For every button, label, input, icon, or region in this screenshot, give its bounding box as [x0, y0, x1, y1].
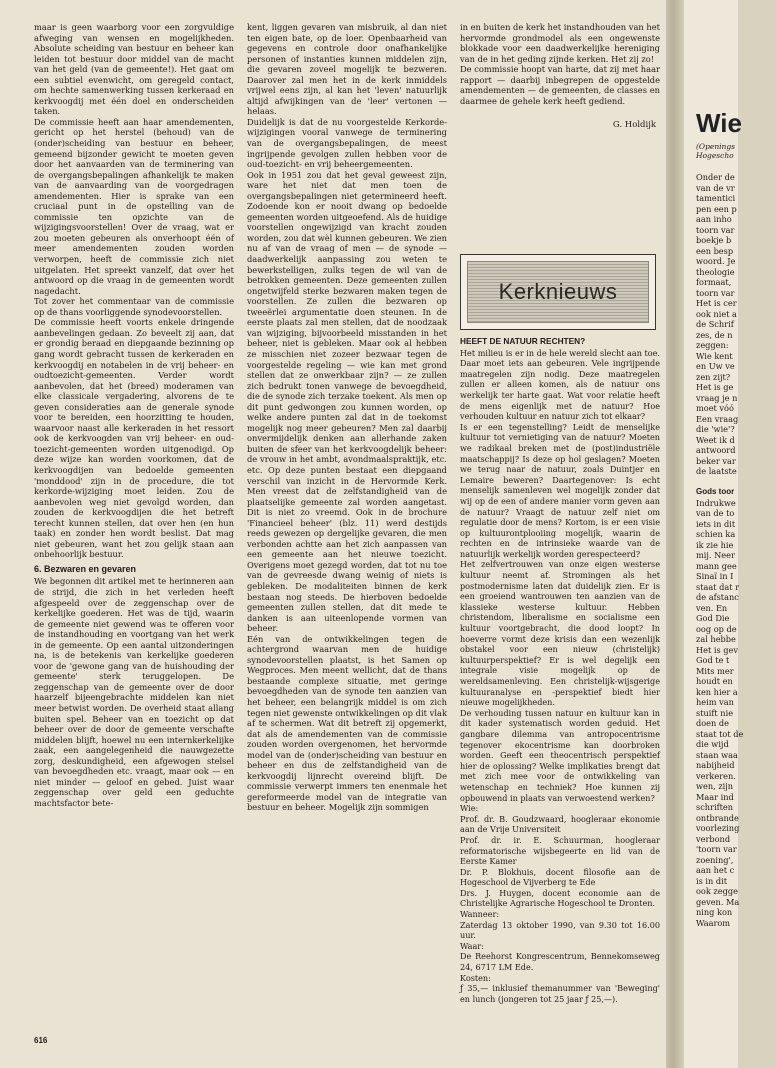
next-page-line: doen de [696, 718, 729, 728]
subtitle-line: (Openings [696, 142, 736, 151]
next-page-line: de afstanc [696, 592, 739, 602]
news-item [460, 336, 660, 1004]
next-page-line: en Uw ve [696, 361, 735, 371]
next-page-line: ven. En [696, 602, 728, 613]
next-page-line: toorn var [696, 287, 735, 298]
next-page-line: oog op de [696, 623, 737, 634]
book-gutter [666, 0, 684, 1068]
next-page-heading: Gods toor [696, 487, 735, 496]
next-page-line: ook zegge [696, 886, 738, 896]
next-page-line: zeggen: [696, 340, 729, 350]
label-kosten: Kosten: [460, 972, 491, 983]
label-wanneer: Wanneer: [460, 909, 500, 920]
next-page-line: schien ka [696, 529, 736, 539]
next-page-line: zoening', [696, 854, 734, 865]
event-date: Zaterdag 13 oktober 1990, van 9.30 tot 16.00 uur. [460, 919, 660, 941]
next-page-line: die 'wie'? [696, 424, 735, 434]
next-page-line: van de to [696, 508, 735, 518]
next-page-line: mij. Neer [696, 550, 735, 560]
next-page-line: 'toorn var [696, 844, 737, 854]
label-waar: Waar: [460, 940, 484, 951]
paragraph: De commissie hoopt van harte, dat zij met haar rapport — daarbij inbegrepen de opgestelde amendementen — de gemeenten, de classes en daarmee de gehele kerk heeft gediend. [460, 64, 660, 106]
next-page-line: God te t [696, 655, 730, 665]
next-page-line: formaat, [696, 277, 732, 287]
news-headline: HEEFT DE NATUUR RECHTEN? [460, 336, 586, 346]
next-page-line: schriften [696, 802, 734, 812]
section-heading: 6. Bezwaren en gevaren [34, 563, 137, 574]
paragraph: Eén van de ontwikkelingen tegen de achtergrond waarvan men de huidige synodevoorstellen plaatst, is het Samen op Wegproces. Men meent wellicht, dat de thans bestaande complexe situatie, met geringe bevoegdheden van de synode ten aanzien van het beheer, een belangrijk middel is om zich tegen niet gewenste ontwikkelingen op dit vlak af te schermen. Wat dit betreft zij opgemerkt, dat als de amendementen van de commissie zouden worden overgenomen, het hervormde model van de (onder)scheiding van bestuur en beheer en dus de zelfstandigheid van de kerkvoogdij lijnrecht overeind blijft. De commissie verwerpt immers ten enenmale het gereformeerde model van de integratie van bestuur en beheer. Mogelijk zijn sommigen [247, 633, 447, 813]
kerknieuws-banner [460, 254, 656, 330]
article-column-3 [460, 22, 660, 131]
next-page-line: zen zijt? [696, 371, 731, 382]
next-page-line: pen een p [696, 203, 737, 214]
next-page-line: Indrukwe [696, 497, 736, 508]
next-page-line: iets in dit [696, 518, 736, 529]
speaker: Prof. dr. B. Goudzwaard, hoogleraar ekonomie aan de Vrije Universiteit [460, 813, 660, 835]
next-page-line: ik zie hie [696, 539, 734, 550]
next-page-line: Weet ik d [696, 434, 735, 445]
next-page-line: vraag je n [696, 392, 738, 403]
speaker: Prof. dr. ir. E. Schuurman, hoogleraar reformatorische wijsbegeerte en lid van de Eerste Kamer [460, 834, 660, 867]
next-page-line: de laatste [696, 466, 737, 476]
next-page-line: voorlezing [696, 823, 740, 833]
paragraph: maar is geen waarborg voor een zorgvuldige afweging van wensen en mogelijkheden. Absolute scheiding van bestuur en beheer kan leiden tot bestuur door middel van de macht van het geld (van de gemeente!). Het gaat om een subtiel evenwicht, om geregeld contact, om hechte samenwerking tussen kerkeraad en kerkvoogdij met één doel en onderscheiden taken. [34, 22, 234, 117]
next-page-edge [684, 0, 744, 1068]
paragraph: Ook in 1951 zou dat het geval geweest zijn, ware het niet dat men toen de overgangsbepalingen niet getermineerd heeft. Zodoende kon er nooit dwang op bedoelde gemeenten worden uitgeoefend. Als de huidige voorstellen ongewijzigd van kracht zouden worden, zou dat wèl kunnen gebeuren. We zien nu af van de vraag of men — de synode — daadwerkelijk aanpassing zou weten te bewerkstelligen, zulks tegen de wil van de betrokken gemeenten. Deze gemeenten zullen ongetwijfeld sterke bezwaren maken tegen de voorstellen. Ze zullen die bezwaren op tweeërlei argumentatie doen steunen. In de eerste plaats zal men stellen, dat de noodzaak van wijziging, bijvoorbeeld misstanden in het beheer, niet is gebleken. Maar ook al hebben ze misschien niet zozeer bezwaar tegen de voorgestelde regeling — wie kan met grond stellen dat ze onwerkbaar zijn? — ze zullen zich bedrukt tonen vanwege de bevoegdheid, die de synode zich terzake toekent. Als men op dit punt gedwongen zou kunnen worden, op welke andere punten zal dat in de toekomst mogelijk nog meer gebeuren? Men zal daarbij onvermijdelijk denken aan allerhande zaken buiten de sfeer van het kerkvoogdelijk beheer: de vrouw in het ambt, avondmaalspraktijk, etc. etc. Op deze punten bestaat een diepgaand verschil van inzicht in de Hervormde Kerk. Men vreest dat de zelfstandigheid van de plaatselijke gemeente zal worden aangetast. Dit is niet zo vreemd. Ook in de brochure 'Financieel beheer' (blz. 11) werd destijds reeds gewezen op dergelijke gevaren, die men verbonden achtte aan het zich aanpassen van een gemeente aan het nieuwe toezicht. Overigens moet gezegd worden, dat tot nu toe van de gevreesde dwang weinig of niets is gebleken. De modaliteiten binnen de kerk bestaan nog steeds. De hierboven bedoelde gemeenten zullen stellen, dat dit mede te danken is aan uiteenlopende vormen van beheer. [247, 169, 447, 634]
next-page-line: zal hebbe [696, 634, 736, 644]
paragraph: in en buiten de kerk het instandhouden van het hervormde grondmodel als een ongewenste blokkade voor een daadwerkelijke hereniging van de in het geding zijnde kerken. Het zij zo! [460, 22, 660, 64]
next-page-line: aan inho [696, 214, 732, 224]
next-page-line: een besp [696, 245, 734, 256]
next-page-line: mann gee [696, 560, 737, 571]
speaker: Dr. P. Blokhuis, docent filosofie aan de Hogeschool de Vijverberg te Ede [460, 866, 660, 888]
next-page-line: ken hier a [696, 686, 738, 697]
author-signature: G. Holdijk [612, 120, 656, 131]
next-page-line: staat dat r [696, 581, 740, 592]
paragraph: De commissie heeft aan haar amendementen, gericht op het herstel (behoud) van de (onder)scheiding van bestuur en beheer, gemeend bijzonder gewicht te moeten geven door het aanvaarden van de terminering van de overgangsbepalingen afhankelijk te maken van de aanvaarding van de voorgedragen amendementen. Hier is sprake van een cruciaal punt in de opstelling van de commissie ten opzichte van de wijzigingsvoorstellen! Over de vraag, wat er zou moeten gebeuren als onverhoopt één of meer amendementen zouden worden verworpen, heeft de commissie zich niet uitgelaten. Het spreekt vanzelf, dat over het antwoord op die vraag in de gemeenten wordt nagedacht. [34, 116, 234, 296]
next-page-line: verkeren. [696, 770, 736, 781]
next-page-line: ontbrande [696, 812, 739, 823]
label-wie: Wie: [460, 803, 479, 814]
paragraph: De verhouding tussen natuur en kultuur kan in dit kader systematisch worden geduid. Het gangbare dilemma van antropocentrisme tegenover ekocentrisme kan doorbroken worden. Geeft een theocentrisch perspektief hier de oplossing? Welke implikaties brengt dat met zich mee voor de ontwikkeling van wetenschap en techniek? Hoe kunnen zij opbouwend in plaats van verwoestend werken? [460, 707, 660, 803]
next-page-line: Het is cer [696, 298, 737, 308]
paragraph: Duidelijk is dat de nu voorgestelde Kerkorde-wijzigingen vooral vanwege de terminering van de overgangsbepalingen, de meest ingrijpende gevolgen zullen hebben voor de oud-toezicht- en vrij beheergemeenten. [247, 116, 447, 170]
next-page-line: Waarom [696, 917, 731, 928]
next-page-line: boekje b [696, 235, 732, 245]
next-page-line: is in dit [696, 875, 728, 886]
next-page-line: heim van [696, 697, 734, 707]
next-page-line: van de vr [696, 182, 735, 193]
next-page-line: de Schrif [696, 319, 734, 329]
banner-title: Kerknieuws [498, 279, 618, 304]
next-page-line: Sinaï in I [696, 571, 734, 581]
paragraph: Het zelfvertrouwen van onze eigen westerse kultuur neemt af. Stromingen als het postmodernisme laten dat duidelijk zien. Er is een groeiend wantrouwen ten aanzien van de klassieke westerse kultuur. Hebben christendom, liberalisme en socialisme een kultuur voortgebracht, die dood loopt? In hoeverre vormt deze krisis dan een wezenlijk obstakel voor een nieuw (christelijk) kultuurperspektief? Er is wel degelijk een integrale visie mogelijk op de wereldsamenleving. Een christelijk-wijsgerige kultuuranalyse en -perspektief biedt hier nieuwe mogelijkheden. [460, 559, 660, 708]
paragraph: kent, liggen gevaren van misbruik, al dan niet ten eigen bate, op de loer. Openbaarheid van gegevens en controle door onafhankelijke personen of instanties kunnen middelen zijn, die gevaren zoveel mogelijk te bezweren. Daarover zal men het in de kerk inmiddels vrijwel eens zijn, al kan het 'leven' natuurlijk altijd afwijkingen van de 'leer' vertonen — helaas. [247, 22, 447, 117]
next-page-line: Het is ge [696, 382, 734, 392]
next-page-line: staan waa [696, 749, 738, 760]
event-cost: ƒ 35,— inklusief themanummer van 'Beweging' en lunch (jongeren tot 25 jaar ƒ 25,—). [460, 983, 660, 1004]
next-page-line: Maar ind [696, 791, 734, 802]
article-column-1 [34, 22, 234, 808]
next-page-line: geven. Ma [696, 896, 740, 907]
next-page-line: wen, zijn [696, 781, 734, 791]
paragraph: We begonnen dit artikel met te herinneren aan de strijd, die zich in het verleden heeft afgespeeld over de zeggenschap over de kerkelijke goederen. Het was de tijd, waarin de gemeente niet gewend was te offeren voor de instandhouding en voortgang van het werk in de gemeente. Op een aantal uitzonderingen na, is de betekenis van kerkelijke goederen voor de 'gewone gang van de huishouding der gemeente' sterk teruggelopen. De zeggenschap van de gemeente over de door haarzelf bijeengebrachte middelen kan niet meer betwist worden. De overheid staat allang buiten spel. Beheer van en toezicht op dat beheer over de door de gemeente verschafte middelen blijft, hoewel nu een internkerkelijke zaak, een aangelegenheid die nauwgezette zorg, deskundigheid, een afgewogen stelsel van bevoegdheden etc. vraagt, maar ook — en niet minder — geloof en gebed. Juist waar zeggenschap over geld een geduchte machtsfactor bete- [34, 576, 234, 808]
next-page-line: zes, de n [696, 329, 733, 340]
next-page-line: tamentici [696, 193, 736, 203]
next-page-line: antwoord [696, 445, 736, 455]
next-page-line: Mits mer [696, 665, 734, 676]
next-page-line: ning kon [696, 907, 733, 917]
next-page-line: ook niet a [696, 308, 737, 319]
next-page-line: staat tot de [696, 728, 744, 739]
spacer [696, 477, 776, 488]
next-page-line: verbond [696, 833, 731, 844]
next-page-line: God Die [696, 613, 730, 623]
next-page-text [696, 172, 776, 928]
article-column-2 [247, 22, 447, 813]
next-page-line: toorn var [696, 224, 735, 235]
next-page-subtitle [696, 142, 756, 160]
page-number: 616 [34, 1036, 48, 1045]
next-page-line: nabijheid [696, 760, 735, 770]
next-page-line: Onder de [696, 172, 735, 182]
next-page-line: theologie [696, 266, 735, 277]
speaker: Drs. J. Huygen, docent economie aan de Christelijke Agrarische Hogeschool te Dronten. [460, 887, 660, 909]
next-page-line: Wie kent [696, 350, 733, 361]
next-page-line: stuift nie [696, 707, 734, 718]
next-page-line: houdt en [696, 676, 733, 686]
paragraph: Is er een tegenstelling? Leidt de menselijke kultuur tot vernietiging van de natuur? Moeten we radikaal breken met de (post)industriële maatschappij? Is deze op hol geslagen? Moeten we terug naar de natuur, zoals Duintjer en Lemaire beweren? Daartegenover: Is echt menselijk samenleven wel mogelijk zonder dat wij op de een of andere manier vorm geven aan de natuur? Vraagt de natuur zelf niet om regulatie door de mens? Kortom, is er een visie op kultuurontplooiing mogelijk, waarin de rechten en de intrinsieke waarde van de natuurlijk werkelijk worden gerespecteerd? [460, 421, 660, 559]
next-page-line: die wijd [696, 739, 729, 749]
paragraph: Het milieu is er in de hele wereld slecht aan toe. Daar moet iets aan gebeuren. Vele ingrijpende maatregelen zijn nodig. Deze maatregelen zullen er alleen komen, als de natuur ons werkelijk ter harte gaat. Wat voor relatie heeft de mens eigenlijk met de natuur? Hoe verhouden kultuur en natuur zich tot elkaar? [460, 347, 660, 422]
paragraph: De commissie heeft voorts enkele dringende aanbevelingen gedaan. Zo beveelt zij aan, dat er grondig beraad en diepgaande bezinning op gang wordt gebracht tussen de kerkeraden en kerkvoogdij en notabelen in de vrij beheer- en oudtoezicht-gemeenten. Verder wordt aanbevolen, dat het (breed) moderamen van elke classicale vergadering, alvorens de te geven consideraties aan de generale synode voor te bereiden, een hoorzitting te houden, waarvoor naast alle kerkeraden in het ressort ook de kerkvoogden van vrij beheer- en oud-toezicht-gemeenten worden uitgenodigd. Op deze wijze kan worden voorkomen, dat de kerkvoogdijen van bedoelde gemeenten 'monddood' zijn in de procedure, die tot kerkorde-wijziging moet leiden. Zou de aanbevolen weg niet gevolgd worden, dan zouden de kerkvoogdijen die het betreft terecht kunnen stellen, dat over hen (en hun taak) en zonder hen wordt beslist. Dat mag niet gebeuren, want het zou gelijk staan aan onbehoorlijk bestuur. [34, 317, 234, 560]
paragraph: Tot zover het commentaar van de commissie op de thans voorliggende synodevoorstellen. [34, 296, 234, 317]
next-page-line: Het is gev [696, 644, 739, 655]
next-page-line: moet vóó [696, 403, 734, 413]
next-page-line: woord. Je [696, 256, 736, 266]
event-location: De Reehorst Kongrescentrum, Bennekomseweg 24, 6717 LM Ede. [460, 951, 660, 973]
next-page-line: Een vraag [696, 413, 739, 424]
subtitle-line: Hogescho [696, 151, 734, 160]
next-page-title: Wie [696, 108, 742, 138]
next-page-line: aan het c [696, 865, 735, 875]
next-page-line: beker var [696, 455, 736, 466]
